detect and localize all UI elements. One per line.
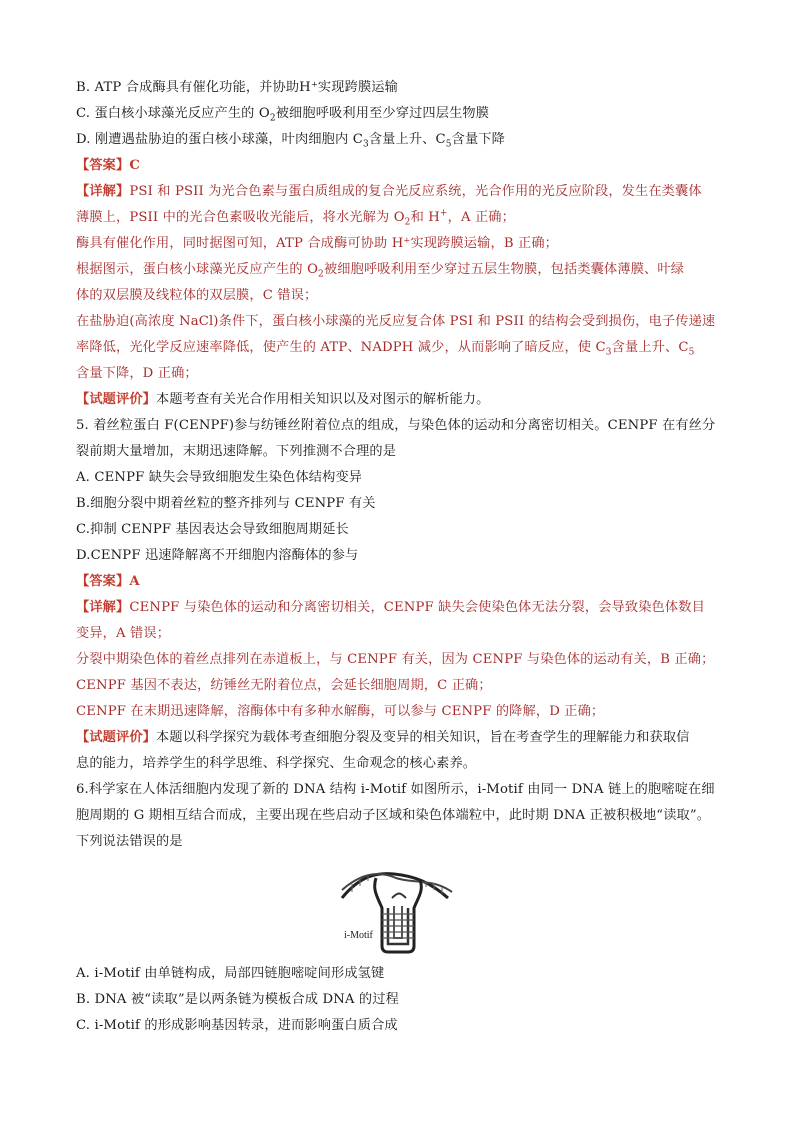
q5-option-a: A. CENPF 缺失会导致细胞发生染色体结构变异 (76, 470, 363, 485)
q5-stem: 裂前期大量增加，末期迅速降解。下列推测不合理的是 (76, 444, 397, 459)
q6-option-c: C. i-Motif 的形成影响基因转录，进而影响蛋白质合成 (76, 1018, 398, 1033)
q4-detail-line: 在盐胁迫(高浓度 NaCl)条件下，蛋白核小球藻的光反应复合体 PSI 和 PSII 的结构会受到损伤，电子传递速 (76, 314, 716, 329)
q4-detail-line: 体的双层膜及线粒体的双层膜，C 错误； (76, 288, 318, 303)
q6-stem: 胞周期的 G 期相互结合而成，主要出现在些启动子区域和染色体端粒中，此时期 DNA 正被积极地“读取”。 (76, 808, 711, 823)
q6-stem: 下列说法错误的是 (76, 834, 183, 849)
q4-evaluation: 【试题评价】本题考查有关光合作用相关知识以及对图示的解析能力。 (76, 392, 490, 407)
q4-detail-line: 根据图示，蛋白核小球藻光反应产生的 $O_2$被细胞呼吸利用至少穿过五层生物膜，包括类囊体薄膜、叶绿 (76, 262, 685, 280)
i-motif-figure (338, 868, 458, 956)
q5-detail-line: 分裂中期染色体的着丝点排列在赤道板上，与 CENPF 有关，因为 CENPF 与染色体的运动有关，B 正确； (76, 652, 715, 667)
q4-detail-line: 【详解】PSI 和 PSII 为光合色素与蛋白质组成的复合光反应系统，光合作用的光反应阶段，发生在类囊体 (76, 184, 702, 199)
q5-detail-line: CENPF 基因不表达，纺锤丝无附着位点，会延长细胞周期，C 正确； (76, 678, 492, 693)
q4-answer: 【答案】C (76, 158, 140, 173)
q5-evaluation: 息的能力，培养学生的科学思维、科学探究、生命观念的核心素养。 (76, 756, 477, 771)
q5-option-d: D.CENPF 迅速降解离不开细胞内溶酶体的参与 (76, 548, 359, 563)
q6-stem: 6.科学家在人体活细胞内发现了新的 DNA 结构 i-Motif 如图所示，i-Motif 由同一 DNA 链上的胞嘧啶在细 (76, 782, 715, 797)
q4-option-d: D. 刚遭遇盐胁迫的蛋白核小球藻，叶肉细胞内 $C_3$含量上升、$C_5$含量下降 (76, 132, 506, 150)
q5-detail-line: 【详解】CENPF 与染色体的运动和分离密切相关，CENPF 缺失会使染色体无法分裂，会导致染色体数目 (76, 600, 705, 615)
q4-detail-line: 薄膜上，PSII 中的光合色素吸收光能后，将水光解为 $O_2$和 H+，A 正确； (76, 208, 515, 228)
q5-stem: 5. 着丝粒蛋白 F(CENPF)参与纺锤丝附着位点的组成，与染色体的运动和分离密切相关。CENPF 在有丝分 (76, 418, 716, 433)
q4-detail-line: 含量下降，D 正确； (76, 366, 198, 381)
q4-detail-line: 酶具有催化作用，同时据图可知，ATP 合成酶可协助 H⁺实现跨膜运输，B 正确； (76, 236, 559, 251)
q4-detail-line: 率降低，光化学反应速率降低，使产生的 ATP、NADPH 减少，从而影响了暗反应，使 $C_3$含量上升、$C_5$ (76, 340, 695, 358)
q5-option-c: C.抑制 CENPF 基因表达会导致细胞周期延长 (76, 522, 349, 537)
q6-option-a: A. i-Motif 由单链构成，局部四链胞嘧啶间形成氢键 (76, 966, 385, 981)
i-motif-diagram (338, 868, 458, 956)
i-motif-label: i-Motif (344, 930, 373, 941)
q6-option-b: B. DNA 被“读取”是以两条链为模板合成 DNA 的过程 (76, 992, 399, 1007)
q4-option-b: B. ATP 合成酶具有催化功能，并协助H⁺实现跨膜运输 (76, 80, 398, 95)
q5-detail-line: 变异，A 错误； (76, 626, 171, 641)
q5-evaluation: 【试题评价】本题以科学探究为载体考查细胞分裂及变异的相关知识，旨在考查学生的理解能力和获取信 (76, 730, 690, 745)
q5-detail-line: CENPF 在末期迅速降解，溶酶体中有多种水解酶，可以参与 CENPF 的降解，D 正确； (76, 704, 605, 719)
q5-answer: 【答案】A (76, 574, 140, 589)
q4-option-c: C. 蛋白核小球藻光反应产生的 $O_2$被细胞呼吸利用至少穿过四层生物膜 (76, 106, 490, 124)
q5-option-b: B.细胞分裂中期着丝粒的整齐排列与 CENPF 有关 (76, 496, 376, 511)
